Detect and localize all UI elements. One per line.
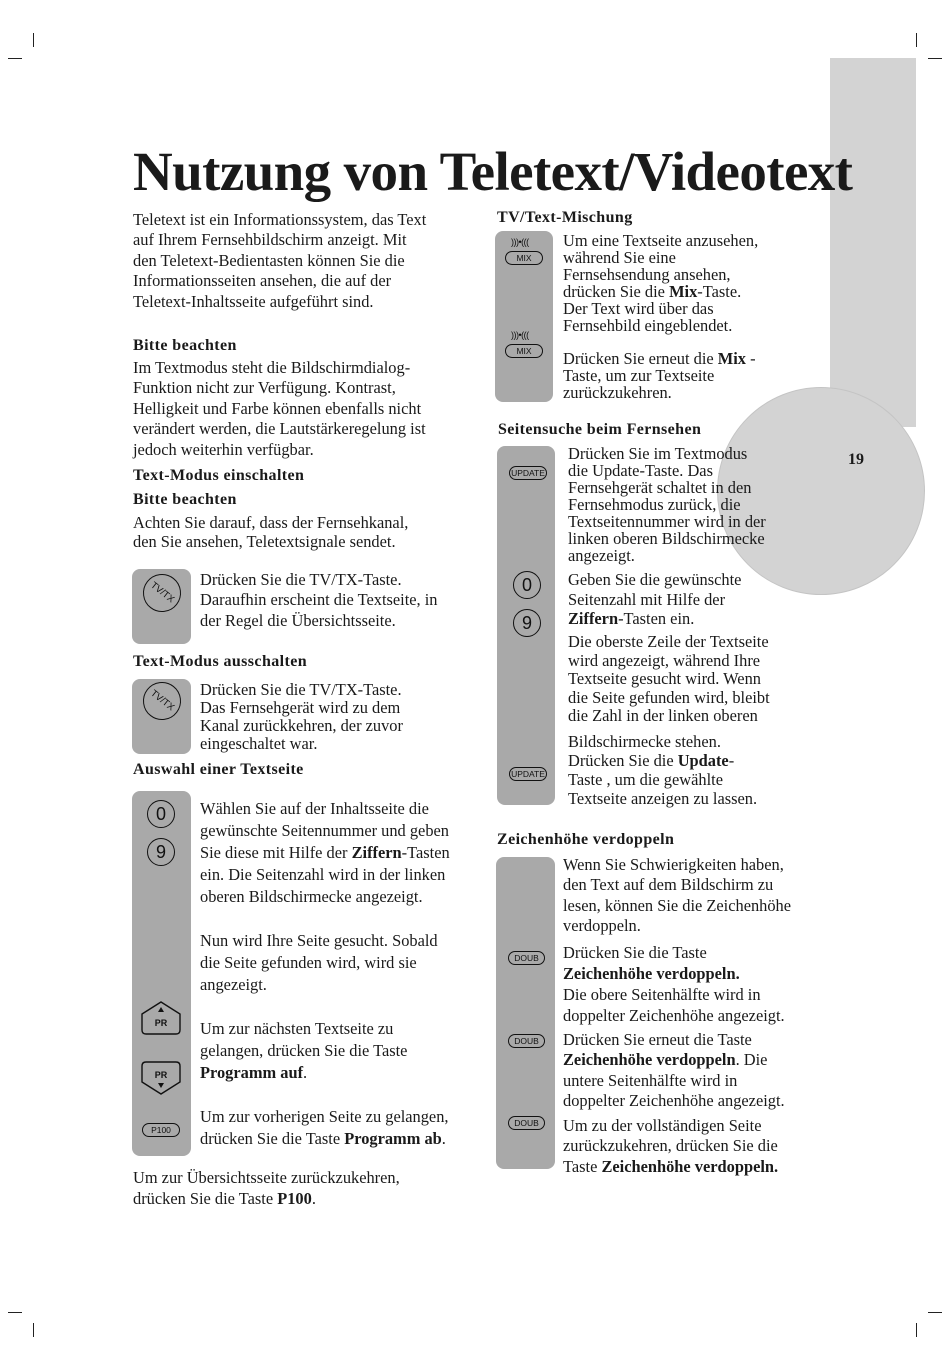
double-bottom-paragraph: Drücken Sie erneut die Taste Zeichenhöhe verdoppeln. Die untere Seitenhälfte wird in doppelter Zeichenhöhe angezeigt. (563, 1030, 785, 1111)
note2-heading: Bitte beachten (133, 491, 237, 508)
page-search-heading: Seitensuche beim Fernsehen (498, 421, 702, 438)
mix-return-paragraph: Drücken Sie erneut die Mix - Taste, um zur Textseite zurückzukehren. (563, 349, 756, 402)
mix-wave-icon: )))•((( (511, 237, 529, 247)
mix-paragraph: Um eine Textseite anzusehen, während Sie eine Fernsehsendung ansehen, drücken Sie die Mix-Taste. Der Text wird über das Fernsehbild eingeblendet. (563, 231, 759, 335)
search-paragraph: Nun wird Ihre Seite gesucht. Sobald die Seite gefunden wird, wird sie angezeigt. (200, 931, 438, 994)
note-paragraph: Im Textmodus steht die Bildschirmdialog- Funktion nicht zur Verfügung. Kontrast, Helligkeit und Farbe können ebenfalls nicht verändert werden, die Lautstärkeregelung ist jedoch weiterhin verfügbar. (133, 358, 426, 459)
double-return-paragraph: Um zu der vollständigen Seite zurückzukehren, drücken Sie die Taste Zeichenhöhe verdoppeln. (563, 1116, 779, 1176)
digit-0-button[interactable]: 0 (147, 800, 175, 828)
programme-up-button[interactable] (139, 1000, 183, 1036)
double-top-paragraph: Drücken Sie die Taste Zeichenhöhe verdoppeln. Die obere Seitenhälfte wird in doppelter Zeichenhöhe angezeigt. (563, 943, 785, 1025)
tvtx-button[interactable]: TV/TX (135, 674, 188, 727)
top-line-paragraph: Die oberste Zeile der Textseite wird angezeigt, während Ihre Textseite gesucht wird. Wenn die Seite gefunden wird, bleibt die Zahl in der linken oberen (568, 632, 770, 726)
textmode-on-heading: Text-Modus einschalten (133, 467, 305, 484)
double-height-button[interactable]: DOUB (508, 1116, 545, 1130)
digits-paragraph: Geben Sie die gewünschte Seitenzahl mit Hilfe der Ziffern-Tasten ein. (568, 570, 742, 628)
crop-mark (916, 1323, 917, 1337)
crop-mark (928, 1312, 942, 1313)
note2-paragraph: Achten Sie darauf, dass der Fernsehkanal, den Sie ansehen, Teletextsignale sendet. (133, 513, 409, 551)
pr-label: PR (154, 1070, 168, 1080)
update-return-paragraph: Bildschirmecke stehen. Drücken Sie die Update- Taste , um die gewählte Textseite anzeigen zu lassen. (568, 732, 758, 808)
digit-9-button[interactable]: 9 (147, 838, 175, 866)
intro-paragraph: Teletext ist ein Informationssystem, das Text auf Ihrem Fernsehbildschirm anzeigt. Mit den Teletext-Bedientasten können Sie die Informationsseiten ansehen, die auf der Teletext-Inhaltsseite aufgeführt sind. (133, 210, 427, 311)
double-intro-paragraph: Wenn Sie Schwierigkeiten haben, den Text auf dem Bildschirm zu lesen, können Sie die Zeichenhöhe verdoppeln. (563, 855, 792, 936)
programme-down-button[interactable] (139, 1060, 183, 1096)
digit-9-button[interactable]: 9 (513, 609, 541, 637)
crop-mark (928, 58, 942, 59)
select-page-heading: Auswahl einer Textseite (133, 761, 304, 778)
tvtx-off-paragraph: Drücken Sie die TV/TX-Taste. Das Fernsehgerät wird zu dem Kanal zurückkehren, der zuvor eingeschaltet war. (200, 680, 403, 753)
p100-button[interactable]: P100 (142, 1123, 180, 1137)
note-heading: Bitte beachten (133, 337, 237, 354)
page-number: 19 (848, 451, 864, 468)
update-button[interactable]: UPDATE (509, 466, 547, 480)
digit-0-button[interactable]: 0 (513, 571, 541, 599)
update-paragraph: Drücken Sie im Textmodus die Update-Taste. Das Fernsehgerät schaltet in den Fernsehmodus zurück, die Textseitennummer wird in der linken oberen Bildschirmecke angezeigt. (568, 444, 766, 565)
double-height-button[interactable]: DOUB (508, 1034, 545, 1048)
double-height-button[interactable]: DOUB (508, 951, 545, 965)
page-tab (830, 58, 916, 427)
page-title: Nutzung von Teletext/Videotext (133, 141, 853, 202)
overview-paragraph: Um zur Übersichtsseite zurückzukehren, drücken Sie die Taste P100. (133, 1168, 400, 1208)
tvtx-button[interactable]: TV/TX (135, 566, 188, 619)
pr-label: PR (154, 1018, 168, 1028)
tvtx-on-paragraph: Drücken Sie die TV/TX-Taste. Daraufhin erscheint die Textseite, in der Regel die Übersichtsseite. (200, 570, 438, 630)
textmode-off-heading: Text-Modus ausschalten (133, 653, 308, 670)
mix-wave-icon: )))•((( (511, 330, 529, 340)
crop-mark (33, 1323, 34, 1337)
crop-mark (8, 1312, 22, 1313)
mix-button[interactable]: MIX (505, 344, 543, 358)
update-button[interactable]: UPDATE (509, 767, 547, 781)
next-page-paragraph: Um zur nächsten Textseite zu gelangen, drücken Sie die Taste Programm auf. (200, 1019, 408, 1082)
crop-mark (8, 58, 22, 59)
previous-page-paragraph: Um zur vorherigen Seite zu gelangen, drücken Sie die Taste Programm ab. (200, 1107, 449, 1148)
mix-heading: TV/Text-Mischung (497, 209, 633, 226)
select-paragraph: Wählen Sie auf der Inhaltsseite die gewünschte Seitennummer und geben Sie diese mit Hilfe der Ziffern-Tasten ein. Die Seitenzahl wird in der linken oberen Bildschirmecke angezeigt. (200, 799, 450, 906)
crop-mark (33, 33, 34, 47)
double-height-heading: Zeichenhöhe verdoppeln (497, 831, 675, 848)
mix-button[interactable]: MIX (505, 251, 543, 265)
crop-mark (916, 33, 917, 47)
